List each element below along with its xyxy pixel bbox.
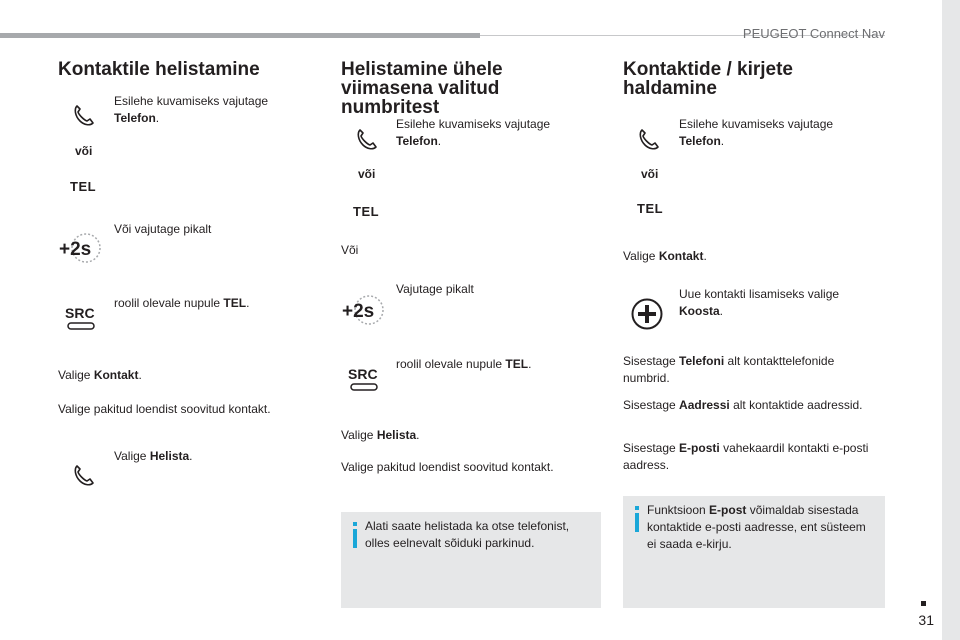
svg-text:+2s: +2s [342, 301, 375, 322]
info-icon [353, 522, 357, 548]
phone-handset-icon [72, 463, 96, 492]
tel-label: TEL [637, 201, 664, 216]
info-icon [635, 506, 639, 532]
plus-2s-timer-icon [341, 292, 387, 333]
instruction-pick-from-list: Valige pakitud loendist soovitud kontakt. [58, 402, 271, 416]
instruction-select-contact: Valige Kontakt. [623, 249, 707, 263]
tel-label: TEL [70, 179, 97, 194]
instruction-create-contact: Uue kontakti lisamiseks valige Koosta. [679, 287, 840, 318]
brand-label: PEUGEOT Connect Nav [742, 26, 885, 41]
note-text: Alati saate helistada ka otse telefonist, olles eelnevalt sõiduki parkinud. [365, 519, 570, 550]
section-title: Kontaktide / kirjete haldamine [623, 59, 793, 99]
svg-text:SRC: SRC [348, 366, 378, 382]
plus-2s-timer-icon [58, 230, 104, 271]
instruction-email: Sisestage E-posti vahekaardil kontakti e-posti aadress. [623, 441, 869, 472]
instruction-home: Esilehe kuvamiseks vajutage Telefon. [114, 94, 269, 125]
note-text: Funktsioon E-post võimaldab sisestada kontaktide e-posti aadresse, ent süsteem ei saada e-kirju. [647, 503, 866, 551]
instruction-home: Esilehe kuvamiseks vajutage Telefon. [396, 117, 551, 148]
header-rule [0, 33, 480, 38]
instruction-wheel-button: roolil olevale nupule TEL. [114, 296, 250, 310]
or-label: või [75, 144, 93, 158]
instruction-long-press: Vajutage pikalt [396, 282, 474, 296]
instruction-select-contact: Valige Kontakt. [58, 368, 142, 382]
phone-handset-icon [637, 127, 661, 156]
info-note [623, 496, 885, 608]
instruction-phone-numbers: Sisestage Telefoni alt kontakttelefonide numbrid. [623, 354, 835, 385]
instruction-home: Esilehe kuvamiseks vajutage Telefon. [679, 117, 834, 148]
instruction-wheel-button: roolil olevale nupule TEL. [396, 357, 532, 371]
page-edge-strip [942, 0, 960, 640]
or-label: või [358, 167, 376, 181]
info-note [341, 512, 601, 608]
or-label: Või [341, 243, 359, 257]
src-button-icon [348, 366, 382, 399]
instruction-long-press: Või vajutage pikalt [114, 222, 212, 236]
phone-handset-icon [355, 127, 379, 156]
section-title: Kontaktile helistamine [58, 59, 260, 80]
or-label: või [641, 167, 659, 181]
instruction-addresses: Sisestage Aadressi alt kontaktide aadressid. [623, 398, 863, 412]
instruction-call: Valige Helista. [341, 428, 420, 442]
page-number: 31 [918, 612, 934, 628]
tel-label: TEL [353, 204, 380, 219]
instruction-call: Valige Helista. [114, 449, 193, 463]
svg-text:SRC: SRC [65, 305, 95, 321]
svg-text:+2s: +2s [59, 239, 92, 260]
section-title: Helistamine ühele viimasena valitud numbritest [341, 59, 503, 118]
phone-handset-icon [72, 103, 96, 132]
plus-circle-icon [631, 298, 663, 335]
instruction-pick-from-list: Valige pakitud loendist soovitud kontakt. [341, 460, 554, 474]
src-button-icon [65, 305, 99, 338]
continue-marker [921, 601, 926, 606]
